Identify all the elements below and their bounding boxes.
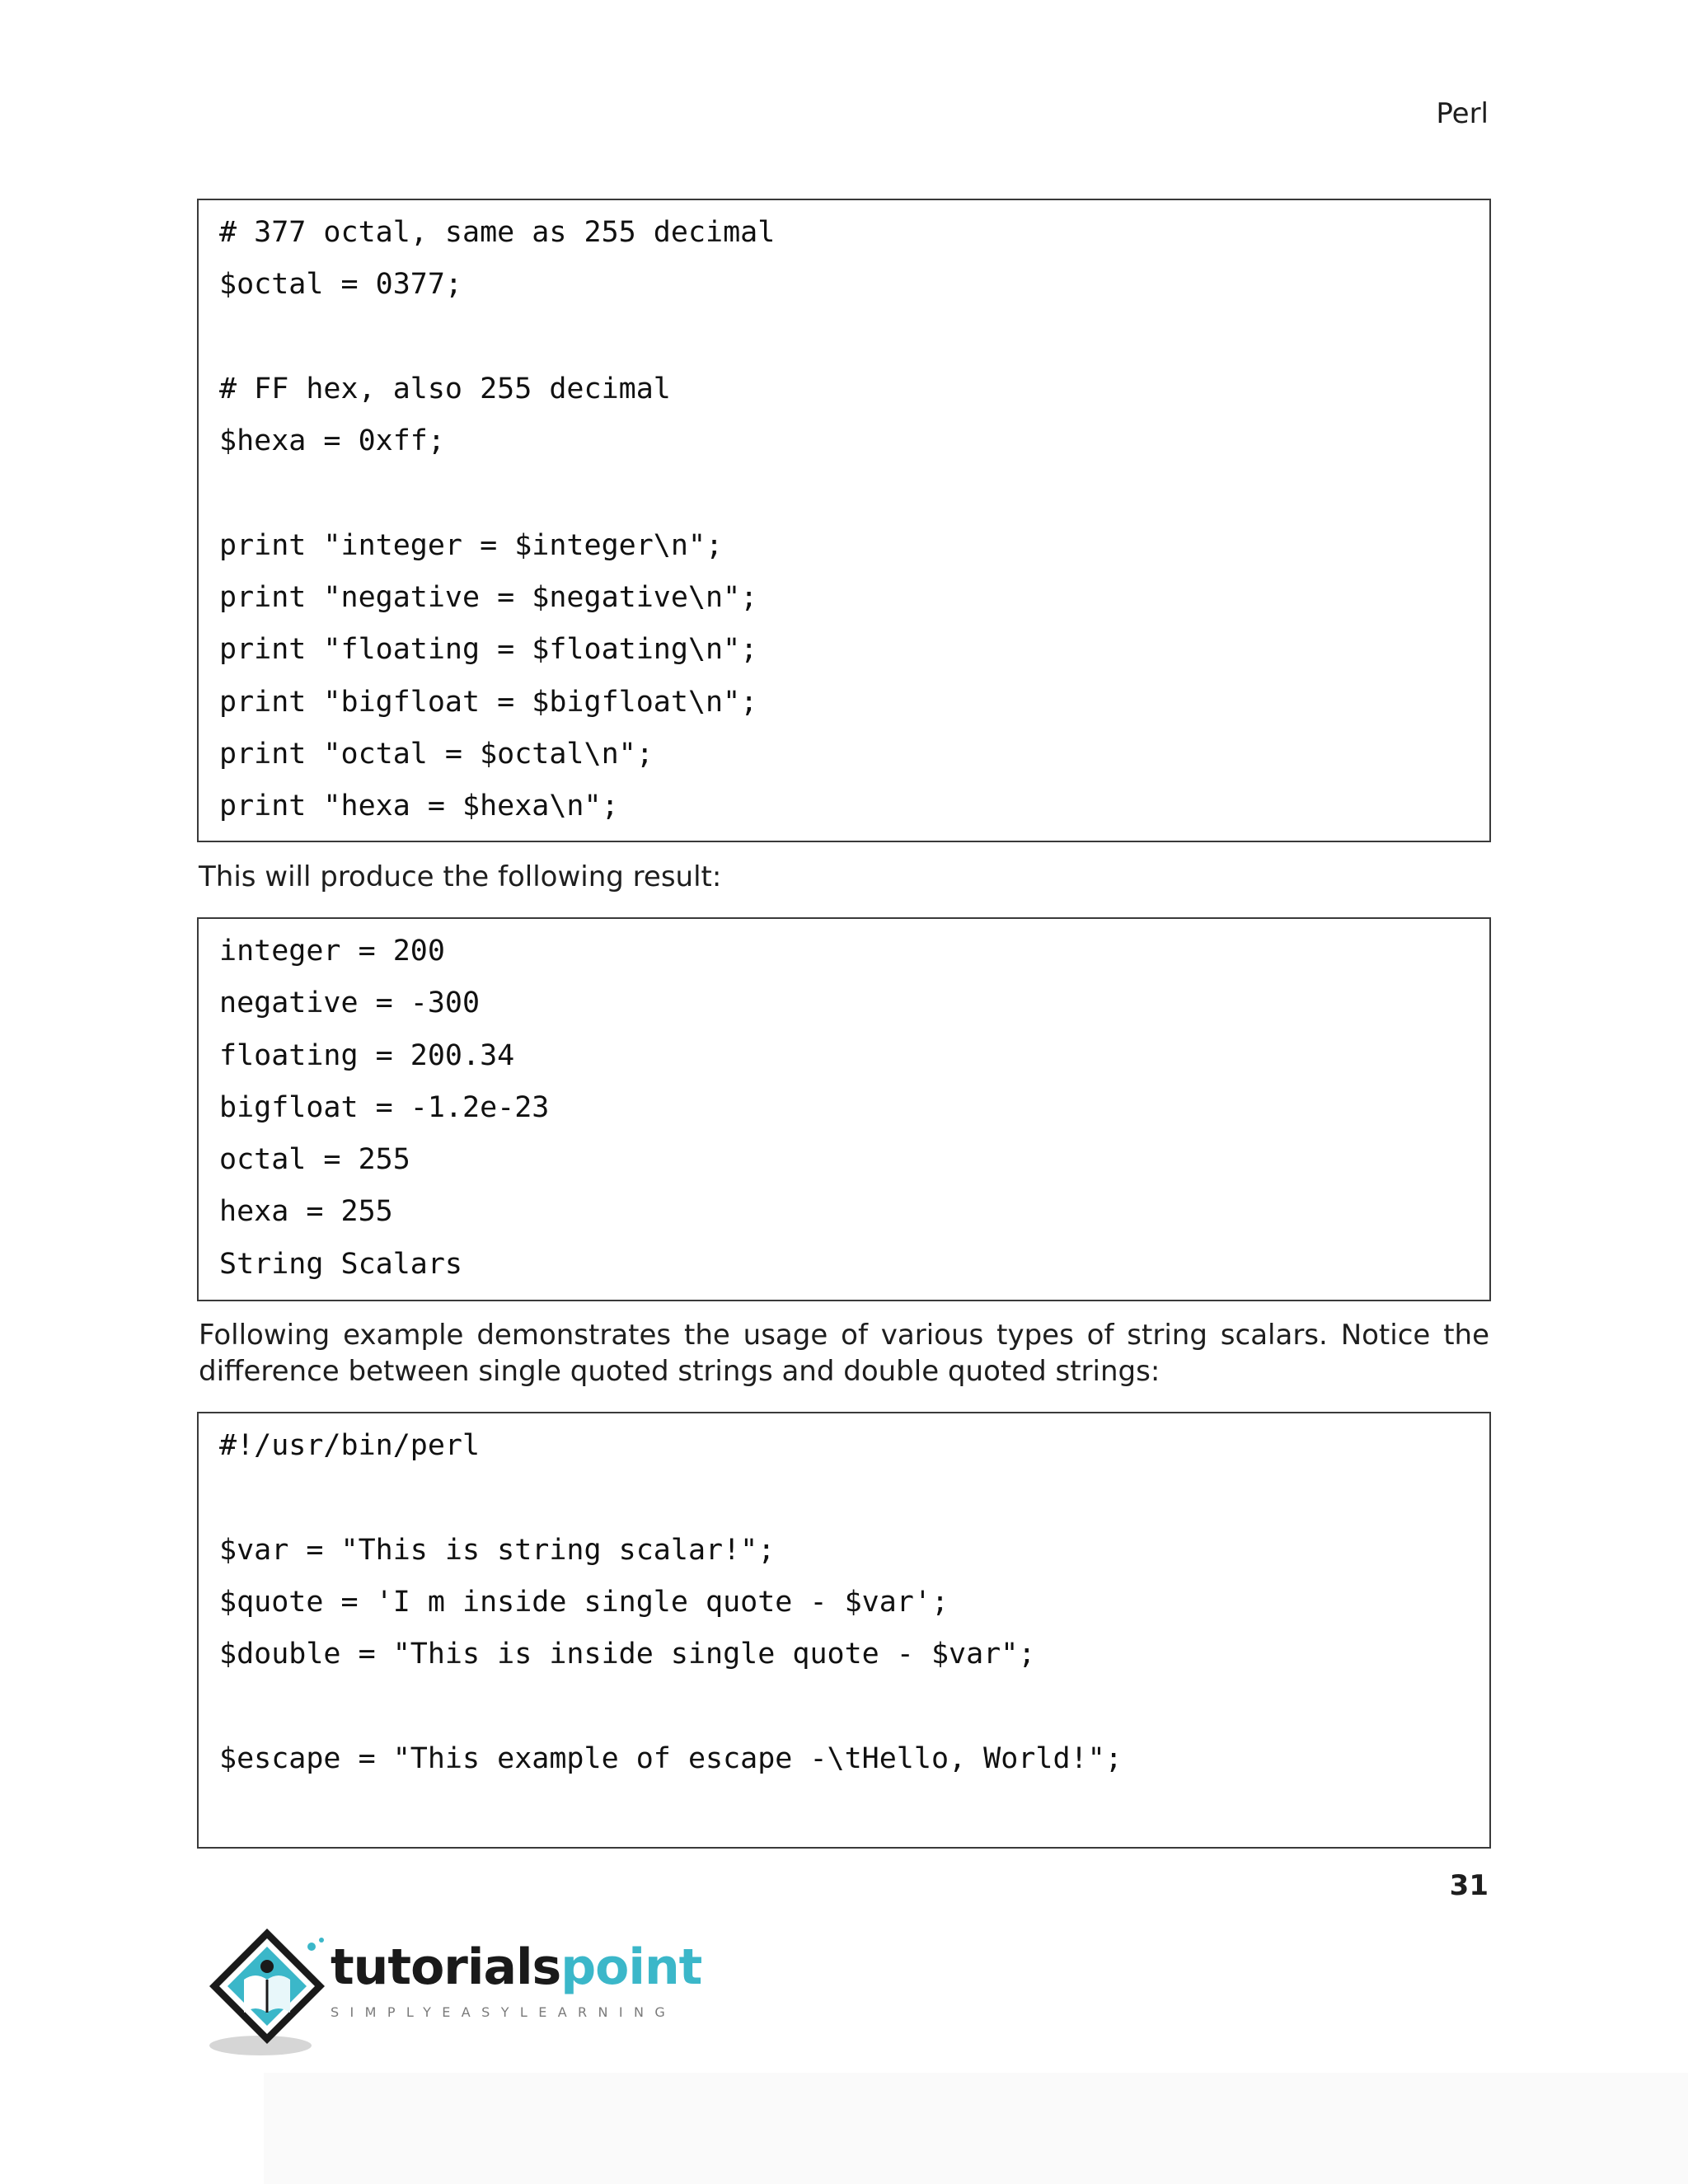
code-line: $octal = 0377; [219,268,463,302]
code-line [219,467,1489,519]
tutorialspoint-logo [195,1920,702,2064]
output-line: hexa = 255 [219,1195,393,1229]
code-line [219,312,1489,363]
code-block-output [197,917,1491,1301]
code-line: # FF hex, also 255 decimal [219,372,671,405]
code-line: #!/usr/bin/perl [219,1429,481,1462]
output-line: negative = -300 [219,987,481,1020]
result-intro-paragraph: This will produce the following result: [199,860,722,893]
code-line: $hexa = 0xff; [219,424,445,458]
string-scalars-paragraph: Following example demonstrates the usage of various types of string scalars. Notice the difference between single quoted strings and double quoted strings: [199,1319,1489,1388]
code-line: print "floating = $floating\n"; [219,633,758,667]
code-line: print "bigfloat = $bigfloat\n"; [219,685,758,719]
logo-word-accent: point [560,1938,702,1996]
code-block-source-numbers [197,199,1491,842]
code-line: # 377 octal, same as 255 decimal [219,216,776,249]
code-line: print "integer = $integer\n"; [219,528,724,562]
output-line: floating = 200.34 [219,1038,515,1072]
output-line: String Scalars [219,1247,463,1281]
code-line: $escape = "This example of escape -\tHello, World!"; [219,1741,1123,1775]
code-line: $double = "This is inside single quote - $var"; [219,1638,1036,1671]
code-block-string-scalars [197,1412,1491,1849]
footer-background [264,2073,1688,2184]
code-line [219,1472,1489,1524]
output-line: octal = 255 [219,1143,410,1177]
logo-wordmark [331,1938,701,1996]
logo-tagline: SIMPLYEASYLEARNING [331,2004,677,2020]
page-number: 31 [1449,1869,1489,1902]
tutorialspoint-logo-icon [195,1920,335,2064]
logo-word-dark: tutorials [331,1938,561,1996]
code-line [219,1680,1489,1732]
code-line: print "octal = $octal\n"; [219,737,654,771]
code-line: print "hexa = $hexa\n"; [219,790,619,823]
code-line: $var = "This is string scalar!"; [219,1533,776,1567]
output-line: integer = 200 [219,935,445,968]
code-line [219,1785,1489,1837]
code-line: print "negative = $negative\n"; [219,581,758,615]
running-header: Perl [1436,97,1489,130]
output-line: bigfloat = -1.2e-23 [219,1090,550,1124]
code-line: $quote = 'I m inside single quote - $var'; [219,1585,950,1619]
